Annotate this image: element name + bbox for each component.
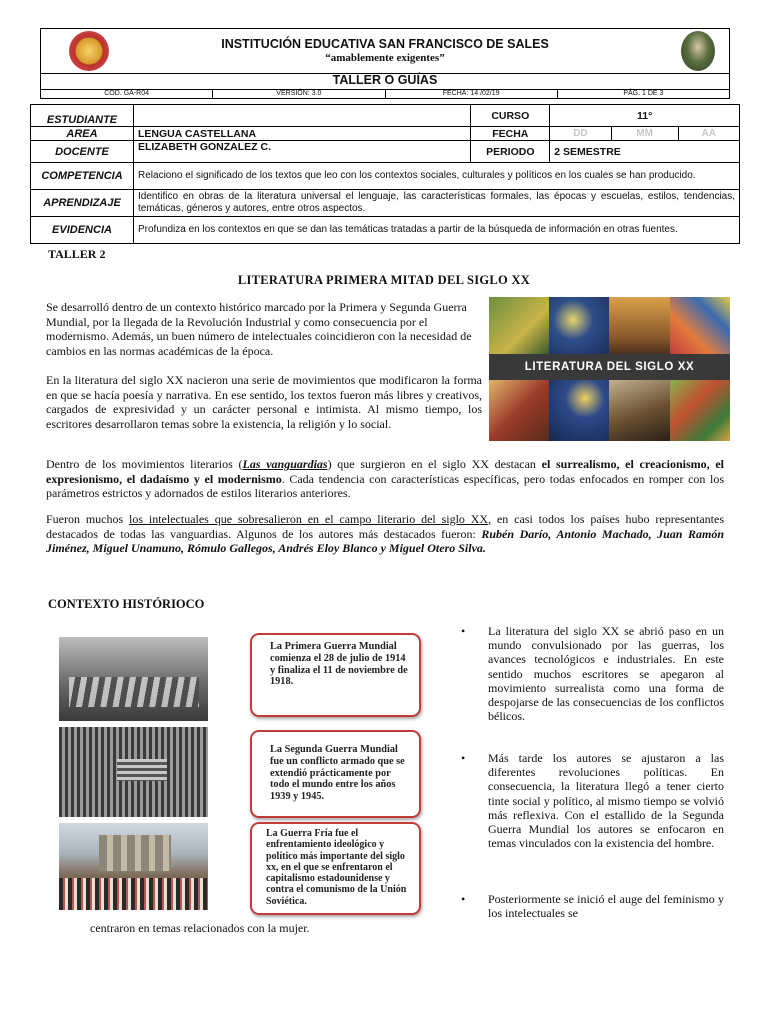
institution-motto: “amablemente exigentes” (325, 52, 445, 64)
authors-list: Rubén Darío, Antonio Machado, Juan Ramón Jiménez, Miguel Unamuno, Rómulo Gallegos, Andrés Eloy Blanco y Miguel Otero Silva. (46, 526, 724, 556)
page-field: PÁG. 1 DE 3 (623, 90, 664, 97)
document-title: TALLER O GUÍAS (40, 72, 730, 90)
bullet-text: La literatura del siglo XX se abrió paso en un mundo convulsionado por las guerras, los avances tecnológicos e industriales. En este sentido muchos escritores se apegaron al movimiento surrealista como una forma de despojarse de las consecuencias de los conflictos bélicos. (488, 624, 724, 724)
bullet-text: Más tarde los autores se ajustaron a las diferentes revoluciones políticas. En consecuencia, la literatura llegó a tener cierto tinte social y político, al mismo tiempo se volvió más reflexiva. Con el estallido de la Segunda Guerra Mundial los autores se enfocaron en temas vinculados con la existencia del hombre. (488, 751, 724, 851)
fecha-label: FECHA (471, 127, 550, 141)
intellectuals-link[interactable]: los intelectuales que sobresalieron en el campo literario del siglo XX (129, 512, 489, 526)
image-caption-band: LITERATURA DEL SIGLO XX (489, 354, 730, 380)
literature-collage-image (489, 297, 730, 441)
p2-text-c: . Cada tendencia con características específicas, pero todas enfocados en romper con los parámetros estrictos y adornados de estilos literarios anteriores. (46, 471, 724, 501)
bullet-item: • La literatura del siglo XX se abrió paso en un mundo convulsionado por las guerras, los avances tecnológicos e industriales. En este sentido muchos escritores se apegaron al movimiento surrealista como una forma de despojarse de las consecuencias de los conflictos bélicos. (461, 624, 724, 724)
document-codes (40, 89, 730, 99)
area-label: AREA (31, 127, 134, 141)
ww1-callout: La Primera Guerra Mundial comienza el 28 de julio de 1914 y finaliza el 11 de noviembre de 1918. (250, 633, 421, 717)
contexto-heading: CONTEXTO HISTÓRIOCO (48, 597, 205, 611)
p2-text-b: ) que surgieron en el siglo XX destacan (327, 457, 542, 471)
fecha-aa[interactable]: AA (678, 127, 739, 141)
p2-text-a: Dentro de los movimientos literarios ( (46, 457, 243, 471)
cold-war-callout: La Guerra Fría fue el enfrentamiento ideológico y político más importante del siglo xx, en el que se enfrentaron el capitalismo estadounidense y contra el comunismo de la Unión Soviética. (250, 822, 421, 915)
competencia-label-text: COMPETENCIA (41, 169, 123, 182)
p3-text-b: , en casi todos los países hubo representantes destacados de todas las vanguardias. Algunos de los autores más destacados fueron: (46, 512, 725, 541)
intro-paragraph-2: En la literatura del siglo XX nacieron una serie de movimientos que modificaron la forma en que se hacía poesía y narrativa. En ese sentido, los textos fueron más libres y creativos, cargados de expresividad y un carácter personal e intimista. Al mismo tiempo, los escritores desarrollaron temas sobre la existencia, la religión y lo social. (46, 373, 482, 431)
authors-paragraph (46, 512, 724, 556)
evidencia-label: EVIDENCIA (31, 217, 134, 244)
competencia-label (31, 163, 134, 190)
intro-paragraph: Se desarrolló dentro de un contexto histórico marcado por la Primera y Segunda Guerra Mundial, por la llegada de la Revolución Industrial y como consecuencia por el modernismo. Además, un buen número de intelectuales coincidieron con la necesidad de cambios en las normas académicas de la época. (46, 300, 472, 358)
version-field: VERSIÓN: 3.0 (213, 89, 385, 98)
bullet-text: Posteriormente se inició el auge del feminismo y los intelectuales se (488, 892, 724, 921)
taller-label: TALLER 2 (48, 247, 106, 261)
movements-list: el surrealismo, el creacionismo, el expresionismo, el dadaísmo y el modernismo (46, 457, 724, 486)
competencia-value: Relaciono el significado de los textos que leo con los contextos sociales, culturales y políticos en los cuales se han producido. (134, 163, 740, 190)
aprendizaje-value: Identifico en obras de la literatura universal el lenguaje, las características formales, las épocas y escuelas, estilos, tendencias, temáticas, géneros y autores, entre otros aspectos. (134, 190, 740, 217)
estudiante-value[interactable] (134, 105, 471, 127)
area-value: LENGUA CASTELLANA (134, 127, 471, 141)
curso-value: 11° (550, 105, 740, 127)
vanguardias-term: Las vanguardias (242, 457, 328, 471)
curso-label: CURSO (471, 105, 550, 127)
ww2-photo (59, 727, 208, 817)
cold-war-photo (59, 823, 208, 910)
bullet-item: • Más tarde los autores se ajustaron a las diferentes revoluciones políticas. En consecuencia, la literatura llegó a tener cierto tinte social y político, al mismo tiempo se volvió más reflexiva. Con el estallido de la Segunda Guerra Mundial los autores se enfocaron en temas vinculados con la existencia del hombre. (461, 751, 724, 851)
document-header (40, 28, 730, 74)
section-heading: LITERATURA PRIMERA MITAD DEL SIGLO XX (237, 273, 531, 287)
student-info-table (30, 104, 740, 244)
aprendizaje-label: APRENDIZAJE (31, 190, 134, 217)
fecha-mm[interactable]: MM (611, 127, 678, 141)
institution-name: INSTITUCIÓN EDUCATIVA SAN FRANCISCO DE SALES (221, 37, 549, 51)
ww1-photo (59, 637, 208, 721)
docente-label: DOCENTE (31, 141, 134, 163)
saint-portrait-logo (681, 31, 715, 71)
evidencia-value: Profundiza en los contextos en que se dan las temáticas tratadas a partir de la búsqueda de información en otras fuentes. (134, 217, 740, 244)
periodo-value: 2 SEMESTRE (550, 141, 740, 163)
periodo-label: PERIODO (471, 141, 550, 163)
bullet-item: • Posteriormente se inició el auge del feminismo y los intelectuales se (461, 892, 724, 921)
date-field: FECHA: 14 /02/19 (386, 89, 558, 98)
vanguardias-paragraph (46, 457, 724, 501)
docente-value: ELIZABETH GONZALEZ C. (134, 141, 471, 163)
closing-line: centraron en temas relacionados con la mujer. (90, 921, 310, 935)
p3-text-a: Fueron muchos (46, 512, 130, 526)
ww2-callout: La Segunda Guerra Mundial fue un conflicto armado que se extendió prácticamente por todo el mundo entre los años 1939 y 1945. (250, 730, 421, 818)
fecha-dd[interactable]: DD (550, 127, 611, 141)
estudiante-label: ESTUDIANTE (31, 105, 134, 127)
code-field: COD. GA-R04 (41, 89, 213, 98)
